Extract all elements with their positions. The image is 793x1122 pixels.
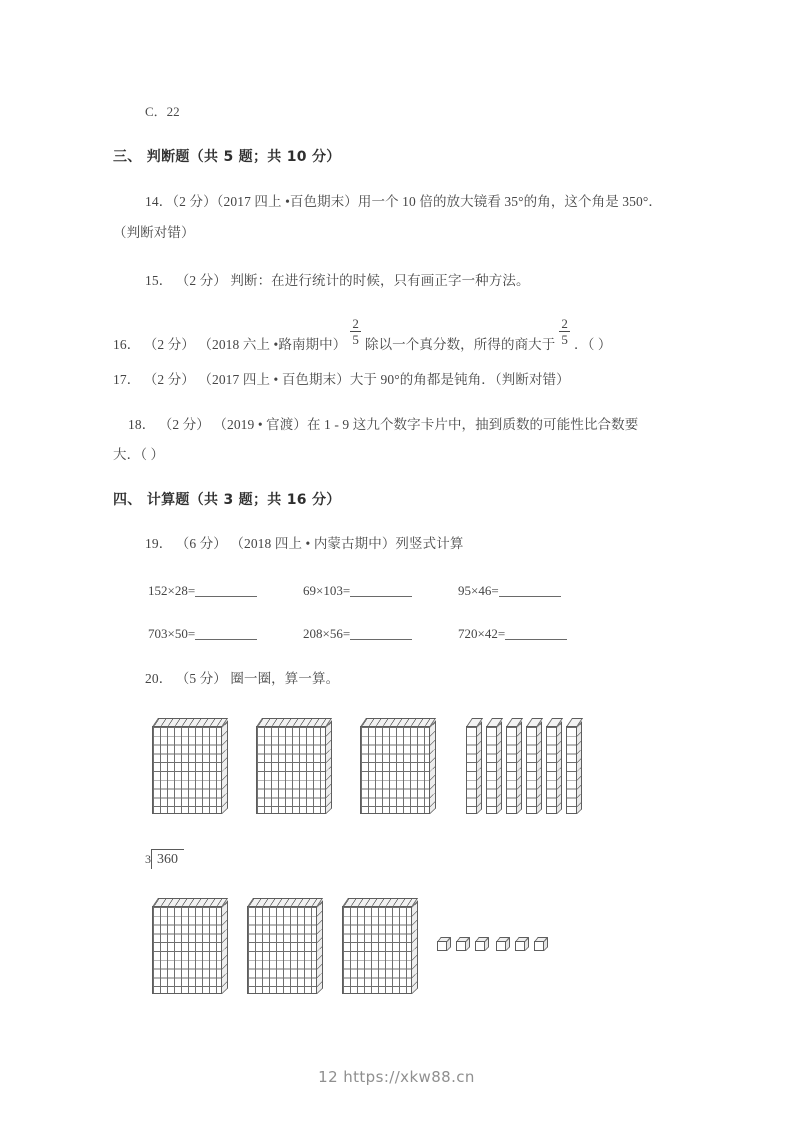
- flat-front-face: [152, 906, 222, 994]
- flat-side-face: [412, 900, 418, 994]
- unit-cube: [534, 937, 550, 951]
- option-c: C．22: [145, 104, 180, 119]
- flat-front-face: [247, 906, 317, 994]
- cube-side-face: [485, 937, 489, 951]
- cube-side-face: [447, 937, 451, 951]
- section-heading-judgement: 三、 判断题（共 5 题；共 10 分）: [113, 149, 341, 165]
- dividend: 360: [157, 852, 178, 867]
- unit-cube: [437, 937, 453, 951]
- cube-front-face: [437, 941, 447, 951]
- question-16-middle: 除以一个真分数，所得的商大于: [364, 337, 556, 353]
- question-20-prompt: 20． （5 分） 圈一圈，算一算。: [145, 671, 340, 686]
- calc-expression: 208×56=: [303, 626, 351, 641]
- calc-expression: 95×46=: [458, 583, 499, 598]
- fraction-denominator: 5: [561, 332, 568, 347]
- unit-cube: [475, 937, 491, 951]
- calc-expression: 69×103=: [303, 583, 351, 598]
- cube-front-face: [456, 941, 466, 951]
- question-17-line-1: 17． （2 分） （2017 四上 • 百色期末）大于 90°的角都是钝角．（判断对错）: [113, 372, 570, 387]
- unit-cube: [515, 937, 531, 951]
- question-16-suffix: ．（ ）: [573, 337, 612, 353]
- hundreds-flat: [247, 898, 319, 994]
- cube-front-face: [534, 941, 544, 951]
- cube-side-face: [525, 937, 529, 951]
- calc-expression: 703×50=: [148, 626, 196, 641]
- hundreds-flat: [152, 898, 224, 994]
- section-heading-calculation: 四、 计算题（共 3 题；共 16 分）: [113, 492, 341, 508]
- calc-expression: 720×42=: [458, 626, 506, 641]
- fraction-numerator: 2: [352, 316, 359, 331]
- divisor: 3: [145, 852, 151, 866]
- question-15-line-1: 15． （2 分） 判断：在进行统计的时候，只有画正字一种方法。: [145, 273, 530, 288]
- cube-front-face: [496, 941, 506, 951]
- cube-front-face: [515, 941, 525, 951]
- flat-side-face: [222, 900, 228, 994]
- question-18-line-2: 大．（ ）: [113, 447, 165, 462]
- hundreds-flat: [342, 898, 414, 994]
- cube-side-face: [544, 937, 548, 951]
- question-18-line-1: 18． （2 分） （2019 • 官渡）在 1 - 9 这九个数字卡片中，抽到质数的可能性比合数要: [128, 417, 639, 432]
- question-14-line-2: （判断对错）: [113, 225, 195, 240]
- cube-side-face: [466, 937, 470, 951]
- unit-cube: [496, 937, 512, 951]
- cube-side-face: [506, 937, 510, 951]
- unit-cube: [456, 937, 472, 951]
- question-16-prefix: 16． （2 分） （2018 六上 •路南期中）: [113, 337, 347, 353]
- flat-front-face: [342, 906, 412, 994]
- page-footer: 12 https://xkw88.cn: [318, 1068, 475, 1086]
- fraction-numerator: 2: [561, 316, 568, 331]
- cube-front-face: [475, 941, 485, 951]
- question-14-line-1: 14．（2 分）（2017 四上 •百色期末）用一个 10 倍的放大镜看 35°的角，这个角是 350°．: [145, 194, 662, 209]
- flat-side-face: [317, 900, 323, 994]
- question-19-prompt: 19． （6 分） （2018 四上 • 内蒙古期中）列竖式计算: [145, 536, 464, 551]
- calc-expression: 152×28=: [148, 583, 196, 598]
- fraction-denominator: 5: [352, 332, 359, 347]
